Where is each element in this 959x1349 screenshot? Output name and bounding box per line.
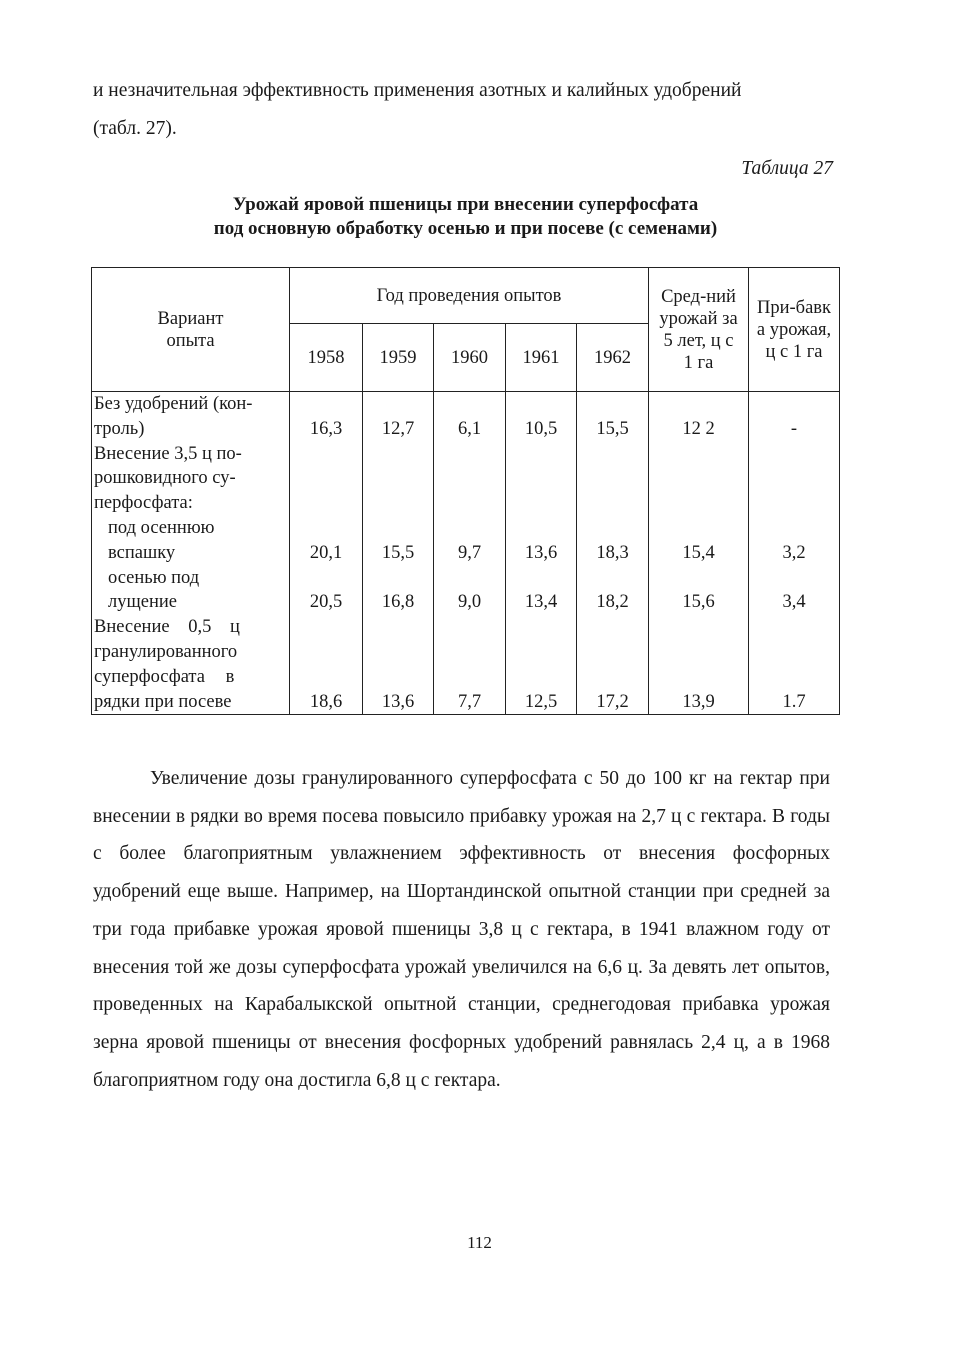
value-cell: 15,5 bbox=[577, 417, 649, 442]
body-paragraph bbox=[93, 760, 830, 1099]
value-cell: 18,3 bbox=[577, 541, 649, 566]
value-cell bbox=[506, 491, 577, 516]
table-row bbox=[92, 442, 840, 467]
value-cell: 12 2 bbox=[649, 417, 749, 442]
value-cell: 9,0 bbox=[434, 590, 506, 615]
variant-cell: троль) bbox=[92, 417, 290, 442]
variant-cell: лущение bbox=[92, 590, 290, 615]
table-title-line-1: Урожай яровой пшеницы при внесении суперфосфата bbox=[232, 194, 699, 215]
value-cell bbox=[434, 516, 506, 541]
body-paragraph-text: Увеличение дозы гранулированного суперфосфата с 50 до 100 кг на гектар при внесении в рядки во время посева повысило прибавку урожая на 2,7 ц с гектара. В годы с более благоприятным увлажнением эффективность от внесения фосфорных удобрений еще выше. Например, на Шортандинской опытной станции при средней за три года прибавке урожая яровой пшеницы 3,8 ц с гектара, в 1941 влажном году от внесения той же дозы суперфосфата урожай увеличился на 6,6 ц. За девять лет опытов, проведенных на Карабалыкской опытной станции, среднегодовая прибавка урожая зерна яровой пшеницы от внесения фосфорных удобрений равнялась 2,4 ц, а в 1968 благоприятном году она достигла 6,8 ц с гектара. bbox=[93, 768, 830, 1091]
value-cell bbox=[363, 640, 434, 665]
value-cell bbox=[363, 566, 434, 591]
variant-cell: рошковидного су- bbox=[92, 466, 290, 491]
value-cell: 18,2 bbox=[577, 590, 649, 615]
value-cell bbox=[506, 615, 577, 640]
value-cell bbox=[506, 665, 577, 690]
value-cell: 12,5 bbox=[506, 690, 577, 715]
value-cell bbox=[577, 466, 649, 491]
value-cell bbox=[434, 640, 506, 665]
value-cell bbox=[506, 516, 577, 541]
variant-cell: перфосфата: bbox=[92, 491, 290, 516]
value-cell bbox=[434, 665, 506, 690]
value-cell: 15,5 bbox=[363, 541, 434, 566]
value-cell bbox=[749, 615, 840, 640]
table-title-line-2: под основную обработку осенью и при посеве (с семенами) bbox=[213, 218, 718, 239]
value-cell bbox=[649, 491, 749, 516]
value-cell bbox=[290, 466, 363, 491]
header-variant: Вариант опыта bbox=[92, 268, 290, 392]
value-cell bbox=[506, 466, 577, 491]
value-cell bbox=[290, 491, 363, 516]
header-average: Сред-ний урожай за 5 лет, ц с 1 га bbox=[649, 268, 749, 392]
value-cell bbox=[577, 392, 649, 417]
value-cell: 13,9 bbox=[649, 690, 749, 715]
value-cell bbox=[363, 392, 434, 417]
value-cell bbox=[577, 442, 649, 467]
value-cell bbox=[577, 615, 649, 640]
value-cell bbox=[577, 640, 649, 665]
value-cell: 15,4 bbox=[649, 541, 749, 566]
table-number: Таблица 27 bbox=[741, 158, 833, 179]
header-year-1960: 1960 bbox=[434, 324, 506, 392]
table-row bbox=[92, 541, 840, 566]
table-row bbox=[92, 392, 840, 417]
header-year-1961: 1961 bbox=[506, 324, 577, 392]
value-cell: - bbox=[749, 417, 840, 442]
value-cell: 20,5 bbox=[290, 590, 363, 615]
value-cell bbox=[649, 392, 749, 417]
value-cell: 3,2 bbox=[749, 541, 840, 566]
value-cell bbox=[363, 615, 434, 640]
value-cell bbox=[649, 516, 749, 541]
value-cell bbox=[749, 392, 840, 417]
header-increase: При-бавка урожая, ц с 1 га bbox=[749, 268, 840, 392]
value-cell bbox=[434, 491, 506, 516]
value-cell bbox=[506, 640, 577, 665]
value-cell bbox=[363, 466, 434, 491]
header-year-1958: 1958 bbox=[290, 324, 363, 392]
value-cell: 3,4 bbox=[749, 590, 840, 615]
table-row bbox=[92, 466, 840, 491]
value-cell bbox=[749, 665, 840, 690]
value-cell bbox=[434, 466, 506, 491]
value-cell bbox=[434, 566, 506, 591]
table-row bbox=[92, 665, 840, 690]
variant-cell: рядки при посеве bbox=[92, 690, 290, 715]
value-cell bbox=[506, 566, 577, 591]
value-cell: 13,6 bbox=[506, 541, 577, 566]
value-cell bbox=[363, 491, 434, 516]
value-cell bbox=[506, 442, 577, 467]
value-cell bbox=[577, 491, 649, 516]
value-cell: 16,8 bbox=[363, 590, 434, 615]
value-cell: 7,7 bbox=[434, 690, 506, 715]
value-cell bbox=[363, 516, 434, 541]
header-year-1959: 1959 bbox=[363, 324, 434, 392]
table-row bbox=[92, 640, 840, 665]
value-cell bbox=[290, 392, 363, 417]
value-cell bbox=[434, 615, 506, 640]
value-cell bbox=[749, 491, 840, 516]
value-cell bbox=[749, 566, 840, 591]
table-row bbox=[92, 615, 840, 640]
header-years-group: Год проведения опытов bbox=[290, 268, 649, 324]
value-cell: 13,4 bbox=[506, 590, 577, 615]
variant-cell: Без удобрений (кон- bbox=[92, 392, 290, 417]
value-cell bbox=[749, 442, 840, 467]
value-cell: 6,1 bbox=[434, 417, 506, 442]
value-cell: 17,2 bbox=[577, 690, 649, 715]
value-cell: 18,6 bbox=[290, 690, 363, 715]
variant-cell: гранулированного bbox=[92, 640, 290, 665]
value-cell bbox=[290, 442, 363, 467]
yield-table bbox=[91, 267, 840, 715]
value-cell bbox=[577, 665, 649, 690]
table-row bbox=[92, 566, 840, 591]
table-row bbox=[92, 417, 840, 442]
value-cell bbox=[434, 392, 506, 417]
value-cell bbox=[749, 466, 840, 491]
value-cell bbox=[290, 516, 363, 541]
variant-cell: вспашку bbox=[92, 541, 290, 566]
value-cell bbox=[649, 665, 749, 690]
variant-cell: осенью под bbox=[92, 566, 290, 591]
value-cell bbox=[363, 442, 434, 467]
value-cell bbox=[649, 566, 749, 591]
table-row bbox=[92, 590, 840, 615]
variant-cell: Внесение 0,5 ц bbox=[92, 615, 290, 640]
value-cell: 16,3 bbox=[290, 417, 363, 442]
value-cell bbox=[749, 640, 840, 665]
value-cell bbox=[749, 516, 840, 541]
value-cell: 10,5 bbox=[506, 417, 577, 442]
value-cell bbox=[649, 640, 749, 665]
value-cell bbox=[290, 615, 363, 640]
value-cell: 20,1 bbox=[290, 541, 363, 566]
value-cell bbox=[577, 516, 649, 541]
value-cell bbox=[290, 665, 363, 690]
value-cell bbox=[506, 392, 577, 417]
value-cell bbox=[434, 442, 506, 467]
page-number: 112 bbox=[467, 1233, 492, 1252]
value-cell bbox=[649, 442, 749, 467]
value-cell bbox=[363, 665, 434, 690]
table-row bbox=[92, 690, 840, 715]
value-cell: 1.7 bbox=[749, 690, 840, 715]
variant-cell: суперфосфата в bbox=[92, 665, 290, 690]
value-cell: 15,6 bbox=[649, 590, 749, 615]
variant-cell: Внесение 3,5 ц по- bbox=[92, 442, 290, 467]
table-title bbox=[93, 193, 838, 241]
value-cell bbox=[577, 566, 649, 591]
value-cell bbox=[649, 466, 749, 491]
value-cell: 13,6 bbox=[363, 690, 434, 715]
table-row bbox=[92, 491, 840, 516]
value-cell bbox=[649, 615, 749, 640]
variant-cell: под осеннюю bbox=[92, 516, 290, 541]
value-cell: 12,7 bbox=[363, 417, 434, 442]
intro-text-line-2: (табл. 27). bbox=[93, 118, 177, 139]
intro-text-line-1: и незначительная эффективность применения азотных и калийных удобрений bbox=[93, 80, 742, 101]
value-cell bbox=[290, 566, 363, 591]
table-row bbox=[92, 516, 840, 541]
value-cell: 9,7 bbox=[434, 541, 506, 566]
header-year-1962: 1962 bbox=[577, 324, 649, 392]
value-cell bbox=[290, 640, 363, 665]
